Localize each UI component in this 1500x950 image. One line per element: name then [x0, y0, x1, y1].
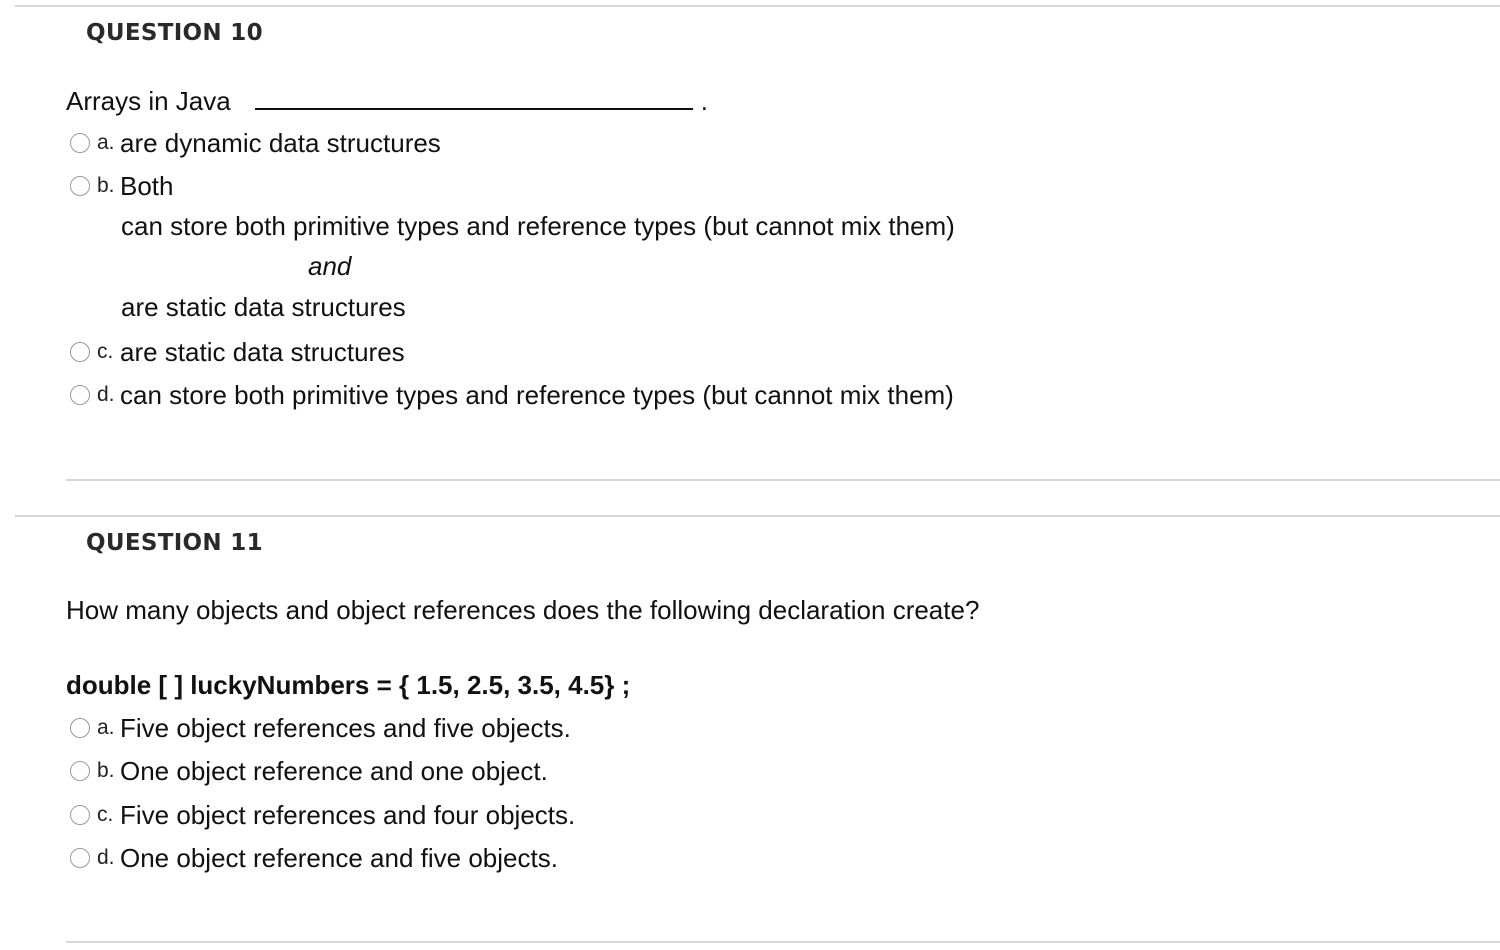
q10-option-a-text: are dynamic data structures: [120, 127, 441, 158]
q11-option-a-letter: a.: [97, 716, 115, 739]
answer-blank: [255, 90, 693, 110]
q11-option-b[interactable]: [70, 755, 548, 787]
q11-option-a-radio[interactable]: [70, 718, 90, 738]
q11-option-a[interactable]: [70, 712, 571, 744]
q10-option-d-radio[interactable]: [70, 385, 90, 405]
q10-option-b-text: Both: [120, 170, 174, 201]
section-divider: [15, 515, 1500, 517]
q10-option-a[interactable]: [70, 127, 441, 159]
q10-option-d[interactable]: [70, 379, 954, 411]
q10-option-a-radio[interactable]: [70, 133, 90, 153]
q11-option-d[interactable]: [70, 842, 558, 874]
q10-option-a-letter: a.: [97, 131, 115, 154]
q10-option-c-letter: c.: [97, 340, 114, 363]
q10-option-b-detail-line1: can store both primitive types and reference types (but cannot mix them): [121, 211, 955, 241]
q11-option-b-text: One object reference and one object.: [120, 755, 548, 786]
question-11-code: double [ ] luckyNumbers = { 1.5, 2.5, 3.5, 4.5} ;: [66, 670, 631, 700]
q11-option-c-radio[interactable]: [70, 805, 90, 825]
q11-option-d-radio[interactable]: [70, 848, 90, 868]
question-10-bottom-divider: [66, 479, 1500, 481]
q11-option-c-letter: c.: [97, 803, 114, 826]
q10-option-b-detail-line2: and: [308, 251, 352, 281]
q11-option-d-letter: d.: [97, 846, 115, 869]
q11-option-c[interactable]: [70, 799, 575, 831]
q11-option-c-text: Five object references and four objects.: [120, 799, 576, 830]
q10-option-c-radio[interactable]: [70, 342, 90, 362]
q10-option-d-letter: d.: [97, 383, 115, 406]
q11-option-d-text: One object reference and five objects.: [120, 842, 558, 873]
question-10-header: QUESTION 10: [86, 20, 263, 46]
question-11-stem: How many objects and object references does the following declaration create?: [66, 595, 980, 625]
question-10-stem-text: Arrays in Java: [66, 86, 231, 116]
q10-option-d-text: can store both primitive types and reference types (but cannot mix them): [120, 379, 954, 410]
q11-option-b-letter: b.: [97, 759, 115, 782]
q10-option-b-detail-line3: are static data structures: [121, 292, 406, 322]
q10-option-b-letter: b.: [97, 174, 115, 197]
stem-period: .: [700, 86, 708, 116]
q11-option-b-radio[interactable]: [70, 761, 90, 781]
q11-option-a-text: Five object references and five objects.: [120, 712, 571, 743]
question-11-header: QUESTION 11: [86, 530, 263, 556]
question-10-stem: [66, 86, 708, 117]
q10-option-c[interactable]: [70, 336, 405, 368]
q10-option-b-radio[interactable]: [70, 176, 90, 196]
top-divider: [15, 5, 1500, 7]
q10-option-b[interactable]: [70, 170, 174, 202]
q10-option-c-text: are static data structures: [120, 336, 405, 367]
question-11-bottom-divider: [66, 941, 1500, 943]
